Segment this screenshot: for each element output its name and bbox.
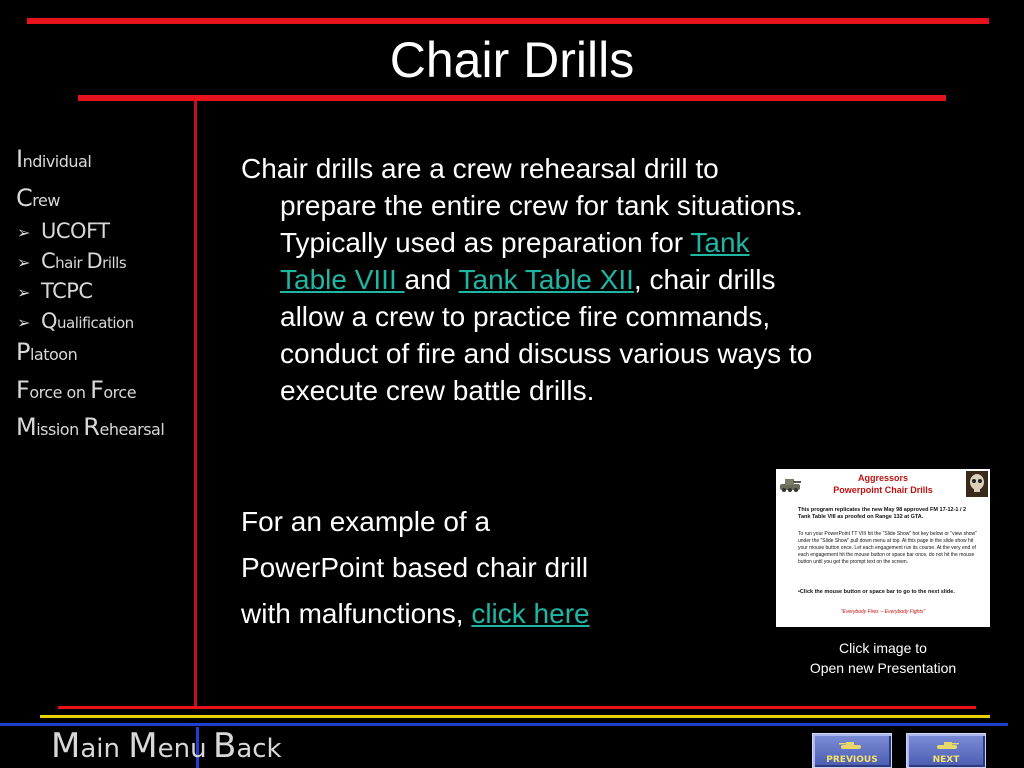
click-here-link[interactable]: click here (471, 598, 590, 629)
sidebar-item-qualification[interactable]: ➢ Qualification (17, 309, 134, 333)
previous-button[interactable]: PREVIOUS (812, 733, 892, 768)
sidebar-item-platoon[interactable]: Platoon (16, 338, 78, 366)
tank-table-viii-link[interactable]: Tank (690, 227, 750, 258)
top-rule (27, 18, 989, 24)
arrow-right-icon: ➢ (17, 313, 30, 332)
title-underline (78, 95, 946, 101)
tank-icon (839, 740, 865, 750)
sidebar-item-individual[interactable]: Individual (16, 145, 92, 173)
example-line-2: PowerPoint based chair drill (241, 552, 589, 583)
thumbnail-caption: Click image to Open new Presentation (809, 640, 957, 676)
next-button[interactable]: NEXT (906, 733, 986, 768)
example-line-3: with malfunctions, click here (241, 598, 590, 629)
footer-yellow-line (40, 715, 990, 718)
arrow-right-icon: ➢ (17, 253, 30, 272)
sidebar-item-force-on-force[interactable]: Force on Force (16, 376, 137, 404)
arrow-right-icon: ➢ (17, 223, 30, 242)
main-menu-button[interactable]: Main Menu (51, 726, 207, 766)
sidebar-item-tcpc[interactable]: ➢ TCPC (17, 279, 93, 303)
tank-table-viii-link-cont[interactable]: Table VIII (280, 264, 405, 295)
sidebar-item-ucoft[interactable]: ➢ UCOFT (17, 219, 110, 243)
example-line-1: For an example of a (241, 506, 491, 537)
sidebar-item-crew[interactable]: Crew (16, 184, 60, 212)
intro-paragraph: Chair drills are a crew rehearsal drill to prepare the entire crew for tank situations. Typically used as preparation for Tank Table VIII and Tank Table XII, chair drills allow a crew to practice fire commands, conduct of fire and discuss various ways to execute crew battle drills. (241, 153, 813, 406)
tank-icon (933, 740, 959, 750)
footer-red-line (58, 706, 976, 709)
tank-table-xii-link[interactable]: Tank Table XII (458, 264, 634, 295)
presentation-thumbnail[interactable]: Aggressors Powerpoint Chair Drills This program replicates the new May 98 approved FM 17-12-1 / 2 Tank Table VIII as proofed on Range 132 at GTA. To run your PowerPoint TT VIII hit the "Slide Show" hot key below or "view show" under the "Slide Show" pull down menu at top. At this page in the slide show hit your mouse button once. Let each engagement run its course. At the very end of each engagement hit the mouse button or space bar once, do not hit the mouse button until you get the prompt text on the screen. •Click the mouse button or space bar to go to the next slide. "Everybody Fires -- Everybody Fights" (776, 469, 990, 627)
sidebar-item-mission-rehearsal[interactable]: Mission Rehearsal (16, 413, 165, 441)
back-button[interactable]: Back (213, 726, 282, 766)
arrow-right-icon: ➢ (17, 283, 30, 302)
slide-title: Chair Drills (389, 32, 635, 88)
sidebar-item-chair-drills[interactable]: ➢ Chair Drills (17, 249, 127, 273)
sidebar-divider (194, 101, 197, 707)
